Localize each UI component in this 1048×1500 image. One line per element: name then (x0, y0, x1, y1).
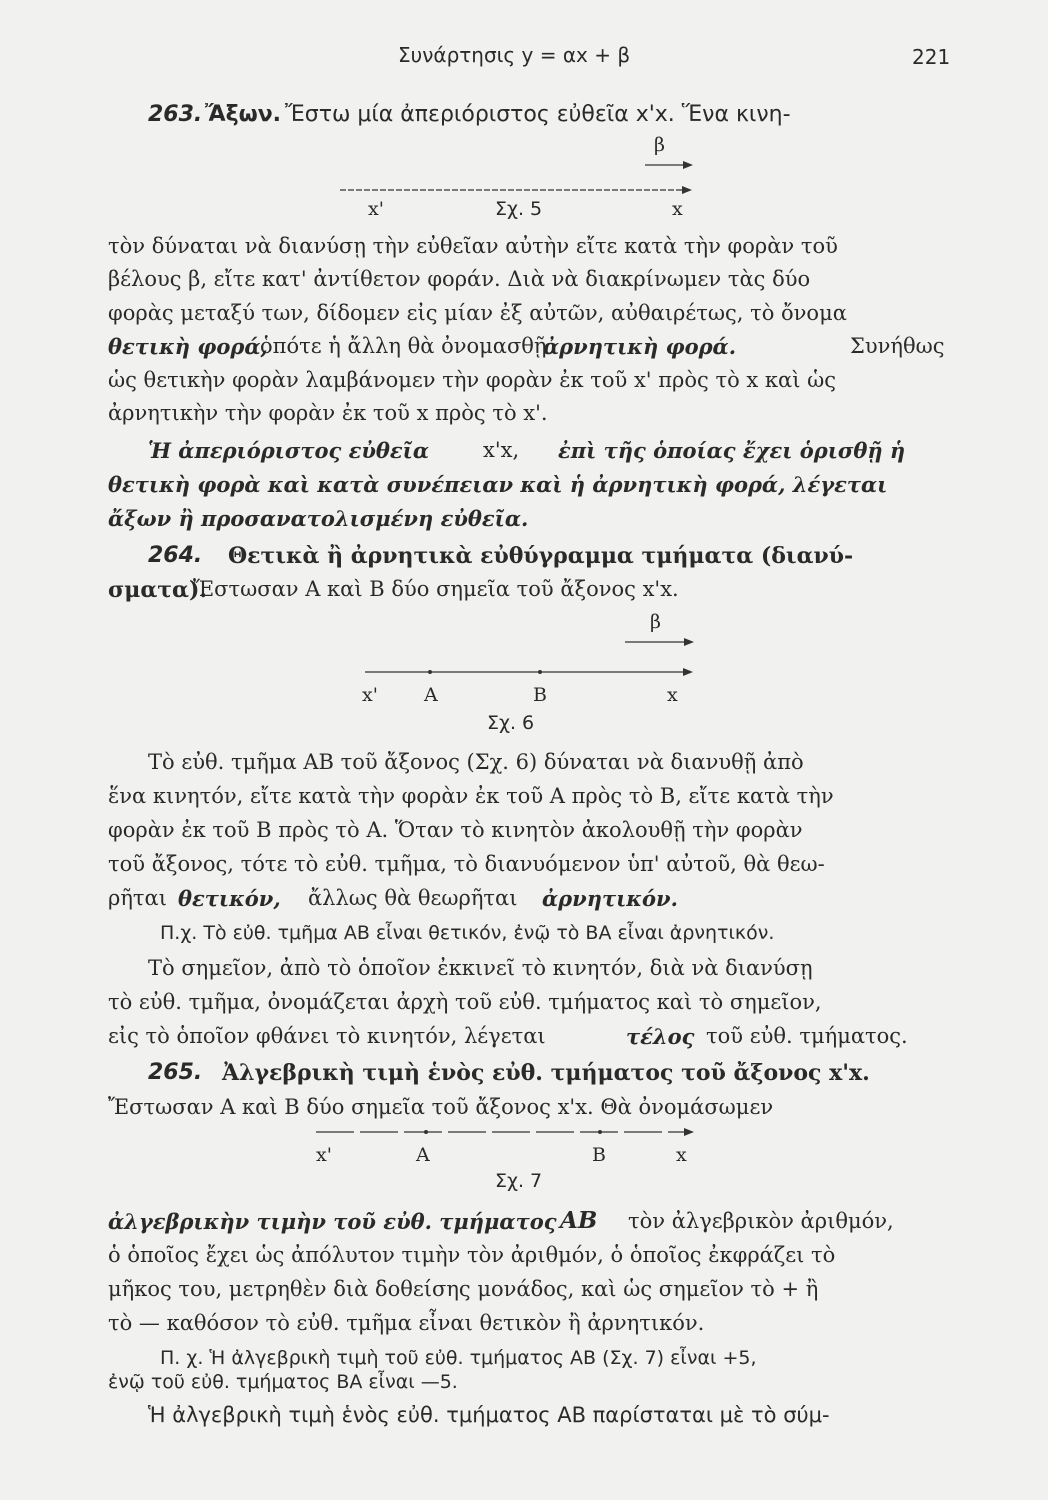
definition-algebraic-value-line2: ὁ ὁποῖος ἔχει ὡς ἀπόλυτον τιμὴν τὸν ἀριθμόν, ὁ ὁποῖος ἐκφράζει τὸ (108, 1243, 836, 1267)
section-263-line1: Ἔστω μία ἀπεριόριστος εὐθεῖα x'x. Ἕνα κινη- (285, 102, 791, 127)
page-number: 221 (912, 45, 951, 69)
figure-7-x-right: x (676, 1144, 687, 1166)
figure-6-point-a (428, 670, 432, 674)
term-end-of-segment: τέλος (626, 1024, 695, 1049)
definition-algebraic-value-line1c: τὸν ἀλγεβρικὸν ἀριθμόν, (628, 1209, 894, 1233)
section-264-para1-line1: Τὸ εὐθ. τμῆμα ΑΒ τοῦ ἄξονος (Σχ. 6) δύναται νὰ διανυθῇ ἀπὸ (148, 750, 804, 774)
figure-6-label-a: Α (424, 684, 438, 706)
section-263-line3: βέλους β, εἴτε κατ' ἀντίθετον φοράν. Διὰ νὰ διακρίνωμεν τὰς δύο (108, 267, 811, 291)
term-negative-segment: ἀρνητικόν. (542, 886, 678, 911)
figure-6-label-b: Β (533, 684, 547, 706)
term-positive-direction: θετικὴ φορά, (108, 334, 268, 359)
definition-algebraic-value-ab: ΑΒ (560, 1207, 598, 1234)
section-263-line5b: ὁπότε ἡ ἄλλη θὰ ὀνομασθῇ (260, 334, 547, 358)
figure-5-axis-arrow (682, 186, 692, 194)
figure-7-label-a: Α (416, 1144, 430, 1166)
section-264-example: Π.χ. Τὸ εὐθ. τμῆμα ΑΒ εἶναι θετικόν, ἐνῷ τὸ ΒΑ εἶναι ἀρνητικόν. (160, 922, 775, 944)
section-264-para2-line2: τὸ εὐθ. τμῆμα, ὀνομάζεται ἀρχὴ τοῦ εὐθ. τμήματος καὶ τὸ σημεῖον, (108, 990, 822, 1014)
section-265-last-line: Ἡ ἀλγεβρικὴ τιμὴ ἑνὸς εὐθ. τμήματος ΑΒ παρίσταται μὲ τὸ σύμ- (148, 1403, 830, 1427)
definition-algebraic-value-line4: τὸ — καθόσον τὸ εὐθ. τμῆμα εἶναι θετικὸν ἢ ἀρνητικόν. (108, 1311, 705, 1335)
definition-algebraic-value-line1a: ἀλγεβρικὴν τιμὴν τοῦ εὐθ. τμήματος (108, 1209, 557, 1234)
figure-5-beta-arrowhead (683, 161, 693, 169)
figure-6-x-right: x (667, 684, 678, 706)
figure-5-x-left: x' (368, 198, 384, 220)
figure-5-beta-label: β (654, 134, 665, 156)
section-263-line6: ὡς θετικὴν φορὰν λαμβάνομεν τὴν φορὰν ἐκ τοῦ x' πρὸς τὸ x καὶ ὡς (108, 368, 837, 392)
term-positive-segment: θετικόν, (178, 886, 281, 911)
running-title: Συνάρτησις y = αx + β (398, 43, 631, 67)
section-264-title1: Θετικὰ ἢ ἀρνητικὰ εὐθύγραμμα τμήματα (διανύ- (228, 543, 854, 569)
section-263-line2: τὸν δύναται νὰ διανύσῃ τὴν εὐθεῖαν αὐτὴν εἴτε κατὰ τὴν φορὰν τοῦ (108, 234, 838, 258)
definition-axis-line3: ἄξων ἢ προσανατολισμένη εὐθεῖα. (108, 506, 529, 531)
figure-7-caption: Σχ. 7 (495, 1170, 543, 1192)
section-264-para1-line4: τοῦ ἄξονος, τότε τὸ εὐθ. τμῆμα, τὸ διανυόμενον ὑπ' αὐτοῦ, θὰ θεω- (108, 852, 825, 876)
section-263-line7: ἀρνητικὴν τὴν φορὰν ἐκ τοῦ x πρὸς τὸ x'. (108, 401, 548, 425)
section-265-line1: Ἔστωσαν Α καὶ Β δύο σημεῖα τοῦ ἄξονος x'x. Θὰ ὀνομάσωμεν (108, 1095, 774, 1119)
figure-7-axis-arrow (684, 1128, 694, 1136)
figure-6-beta-arrowhead (684, 638, 694, 646)
definition-algebraic-value-line3: μῆκος του, μετρηθὲν διὰ δοθείσης μονάδος, καὶ ὡς σημεῖον τὸ + ἢ (108, 1277, 819, 1301)
section-264-para2-line3a: εἰς τὸ ὁποῖον φθάνει τὸ κινητόν, λέγεται (108, 1024, 546, 1048)
section-264-para2-line3c: τοῦ εὐθ. τμήματος. (706, 1024, 908, 1048)
figure-6-point-b (538, 670, 542, 674)
definition-axis-line1a: Ἡ ἀπεριόριστος εὐθεῖα (148, 438, 429, 463)
section-264-number: 264. (148, 543, 203, 568)
section-265-example-line1: Π. χ. Ἡ ἀλγεβρικὴ τιμὴ τοῦ εὐθ. τμήματος ΑΒ (Σχ. 7) εἶναι +5, (160, 1347, 757, 1369)
section-264-para2-line1: Τὸ σημεῖον, ἀπὸ τὸ ὁποῖον ἐκκινεῖ τὸ κινητόν, διὰ νὰ διανύσῃ (148, 956, 813, 980)
section-264-line1: Ἔστωσαν Α καὶ Β δύο σημεῖα τοῦ ἄξονος x'x. (193, 577, 679, 601)
definition-axis-line2: θετικὴ φορὰ καὶ κατὰ συνέπειαν καὶ ἡ ἀρνητικὴ φορά, λέγεται (108, 472, 888, 497)
definition-axis-line1b: x'x, (483, 438, 520, 462)
section-265-number: 265. (148, 1060, 203, 1085)
figure-6-x-left: x' (362, 684, 378, 706)
figure-7-point-a (424, 1130, 428, 1134)
figure-6-caption: Σχ. 6 (487, 712, 535, 734)
section-264-title2: σματα). (108, 577, 208, 603)
figure-5-caption: Σχ. 5 (495, 198, 543, 220)
section-263-title: Ἄξων. (205, 102, 282, 127)
figure-7-point-b (598, 1130, 602, 1134)
section-265-example-line2: ἐνῷ τοῦ εὐθ. τμήματος ΒΑ εἶναι —5. (108, 1371, 458, 1393)
figure-7-x-left: x' (316, 1144, 332, 1166)
section-265-title: Ἀλγεβρικὴ τιμὴ ἑνὸς εὐθ. τμήματος τοῦ ἄξονος x'x. (222, 1060, 870, 1086)
section-263-number: 263. (148, 102, 203, 127)
section-264-para1-line2: ἕνα κινητόν, εἴτε κατὰ τὴν φορὰν ἐκ τοῦ Α πρὸς τὸ Β, εἴτε κατὰ τὴν (108, 784, 834, 808)
figure-6-beta-label: β (650, 611, 661, 633)
figure-6-axis-arrow (683, 668, 693, 676)
section-264-para1-line5a: ρῆται (108, 886, 167, 910)
section-263-line5d: Συνήθως (850, 334, 945, 358)
section-263-line4: φορὰς μεταξύ των, δίδομεν εἰς μίαν ἐξ αὐτῶν, αὐθαιρέτως, τὸ ὄνομα (108, 301, 847, 325)
section-264-para1-line5c: ἄλλως θὰ θεωρῆται (308, 886, 518, 910)
definition-axis-line1c: ἐπὶ τῆς ὁποίας ἔχει ὁρισθῇ ἡ (558, 438, 906, 463)
section-264-para1-line3: φορὰν ἐκ τοῦ Β πρὸς τὸ Α. Ὅταν τὸ κινητὸν ἀκολουθῇ τὴν φορὰν (108, 818, 803, 842)
figure-7-label-b: Β (592, 1144, 606, 1166)
term-negative-direction: ἀρνητικὴ φορά. (543, 334, 737, 359)
figure-5-x-right: x (672, 198, 683, 220)
